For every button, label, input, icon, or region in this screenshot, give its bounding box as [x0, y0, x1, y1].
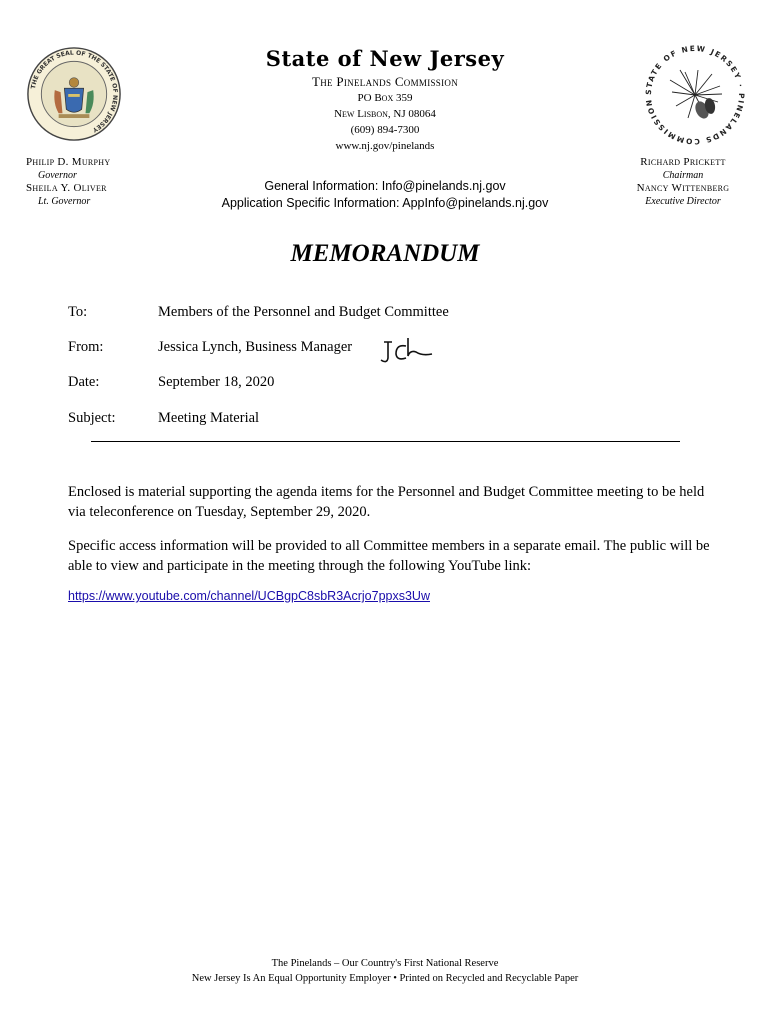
website: www.nj.gov/pinelands — [335, 140, 435, 152]
memo-title: MEMORANDUM — [290, 240, 480, 267]
footer-equal-opportunity: New Jersey Is An Equal Opportunity Employer • Printed on Recycled and Recyclable Paper — [191, 973, 579, 984]
contact-info — [0, 178, 770, 212]
footer-tagline: The Pinelands – Our Country's First National Reserve — [271, 958, 499, 969]
application-info: Application Specific Information: AppInfo@pinelands.nj.gov — [221, 196, 549, 210]
memo-subject-row — [68, 410, 259, 427]
po-box: PO Box 359 — [357, 92, 413, 104]
memo-to-row — [68, 304, 449, 321]
memo-date-row — [68, 374, 274, 391]
date-value: September 18, 2020 — [158, 374, 275, 390]
header-divider — [91, 441, 680, 442]
executive-director-title: Executive Director — [645, 196, 721, 207]
state-title: State of New Jersey — [265, 46, 505, 71]
subject-value: Meeting Material — [158, 410, 260, 426]
city-address: New Lisbon, NJ 08064 — [334, 108, 436, 120]
paragraph-access: Specific access information will be provided to all Committee members in a separate email. The public will be able to view and participate in the meeting through the following YouTube link: — [68, 538, 710, 574]
memo-from-row — [68, 339, 352, 356]
from-label: From: — [68, 339, 104, 355]
svg-text:THE GREAT SEAL OF THE STATE OF: THE GREAT SEAL OF THE STATE OF NEW JERSEY — [29, 49, 119, 134]
to-value: Members of the Personnel and Budget Committee — [158, 304, 449, 320]
lt-governor-title: Lt. Governor — [38, 196, 91, 207]
executive-director-name: Nancy Wittenberg — [636, 182, 730, 194]
signature-initials — [378, 336, 436, 366]
from-value: Jessica Lynch, Business Manager — [158, 339, 353, 355]
commission-name: The Pinelands Commission — [311, 74, 459, 89]
chairman-title: Chairman — [662, 170, 704, 181]
lt-governor-name: Sheila Y. Oliver — [26, 182, 107, 194]
governor-name: Philip D. Murphy — [26, 156, 111, 168]
youtube-link[interactable]: https://www.youtube.com/channel/UCBgpC8sbR3Acrjo7ppxs3Uw — [68, 589, 430, 603]
to-label: To: — [68, 304, 88, 320]
general-info: General Information: Info@pinelands.nj.gov — [264, 179, 506, 193]
paragraph-enclosed: Enclosed is material supporting the agenda items for the Personnel and Budget Committee meeting to be held via teleconference on Tuesday, September 29, 2020. — [68, 484, 705, 520]
svg-text:STATE OF NEW JERSEY · PINELAND: STATE OF NEW JERSEY · PINELANDS COMMISSION — [643, 43, 747, 147]
subject-label: Subject: — [68, 410, 116, 426]
date-label: Date: — [68, 374, 100, 390]
governor-title: Governor — [38, 170, 77, 181]
phone-number: (609) 894-7300 — [350, 124, 420, 136]
chairman-name: Richard Prickett — [640, 156, 726, 168]
